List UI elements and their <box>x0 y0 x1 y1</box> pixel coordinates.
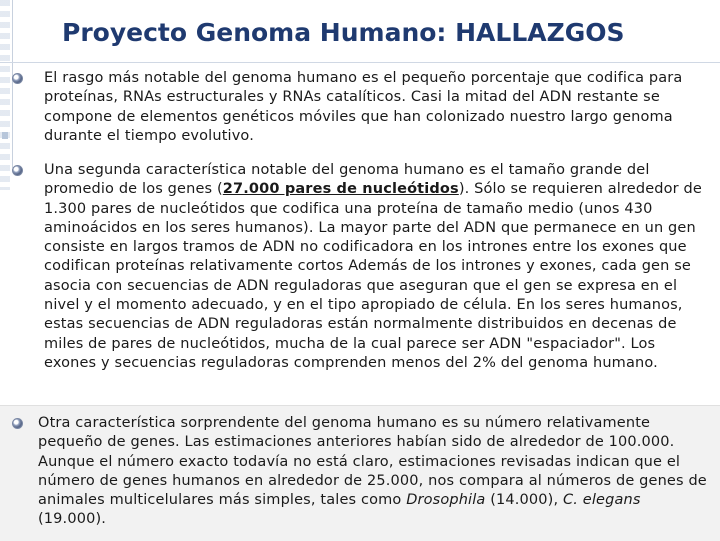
species-name: C. elegans <box>562 492 641 509</box>
gene-count: (14.000), <box>485 492 563 509</box>
decorative-stripe-bar <box>0 0 10 190</box>
slide-title: Proyecto Genoma Humano: HALLAZGOS <box>62 18 625 47</box>
paragraph-text: Una segunda característica notable del genoma humano es el tamaño grande del promedio de los genes ( <box>44 162 650 198</box>
bullet-paragraph-2 <box>44 161 712 373</box>
bullet-paragraph-1 <box>44 69 712 146</box>
bullet-icon <box>12 165 23 176</box>
decorative-block <box>2 132 8 139</box>
paragraph-text: Otra característica sorprendente del genoma humano es su número relativamente pequeño de genes. Las estimaciones anteriores habían sido de alrededor de 100.000. Aunque el número exacto todavía no está claro, estimaciones revisadas indican que el número de genes humanos en alrededor de 25.000, nos compara al números de genes de animales multicelulares más simples, tales como <box>38 415 707 509</box>
bullet-icon <box>12 418 23 429</box>
gene-size-emphasis: 27.000 pares de nucleótidos <box>222 181 459 198</box>
paragraph-text: El rasgo más notable del genoma humano es el pequeño porcentaje que codifica para proteínas, RNAs estructurales y RNAs catalíticos. Casi la mitad del ADN restante se compone de elementos genéticos móviles que han colonizado nuestro largo genoma durante el tiempo evolutivo. <box>44 70 683 144</box>
gene-count: (19.000). <box>38 511 107 528</box>
title-underline <box>0 62 720 63</box>
decorative-vertical-line <box>12 0 13 168</box>
species-name: Drosophila <box>406 492 486 509</box>
bullet-paragraph-3 <box>38 414 710 530</box>
bullet-icon <box>12 73 23 84</box>
paragraph-text: ). Sólo se requieren alrededor de 1.300 pares de nucleótidos que codifica una proteína de tamaño medio (unos 430 aminoácidos en los seres humanos). La mayor parte del ADN que permanece en un gen consiste en largos tramos de ADN no codificadora en los intrones entre los exones que codifican proteínas relativamente cortos Además de los intrones y exones, cada gen se asocia con secuencias de ADN reguladoras que aseguran que el gen se expresa en el nivel y el momento adecuado, y en el tipo apropiado de célula. En los seres humanos, estas secuencias de ADN reguladoras están normalmente distribuidos en decenas de miles de pares de nucleótidos, mucha de la cual parece ser ADN "espaciador". Los exones y secuencias reguladoras comprenden menos del 2% del genoma humano. <box>44 181 702 371</box>
